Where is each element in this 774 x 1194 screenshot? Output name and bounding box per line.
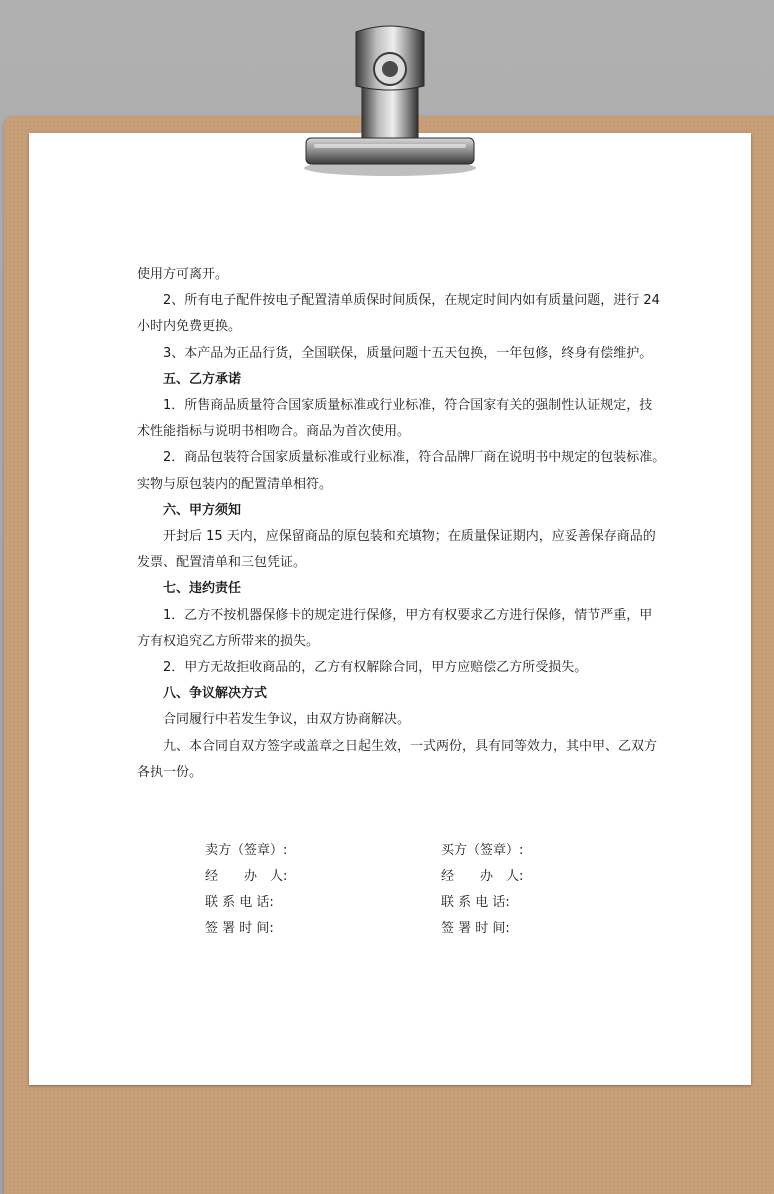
contract-paragraph: 3、本产品为正品行货，全国联保，质量问题十五天包换，一年包修，终身有偿维护。 — [163, 345, 653, 361]
contract-paragraph: 1．所售商品质量符合国家质量标准或行业标准，符合国家有关的强制性认证规定，技 — [163, 398, 653, 414]
buyer-signature-line: 买方（签章）: — [441, 843, 524, 858]
contract-paragraph: 小时内免费更换。 — [137, 319, 242, 335]
seller-signature-line: 经 办 人: — [205, 869, 288, 884]
contract-paragraph: 各执一份。 — [137, 764, 203, 780]
binder-clip-icon — [300, 24, 480, 184]
buyer-signature-line: 经 办 人: — [441, 869, 524, 884]
seller-signature-line: 卖方（签章）: — [205, 843, 288, 858]
contract-body — [137, 262, 666, 786]
contract-paragraph: 方有权追究乙方所带来的损失。 — [137, 633, 320, 649]
contract-paragraph: 术性能指标与说明书相吻合。商品为首次使用。 — [137, 424, 411, 440]
contract-paragraph: 发票、配置清单和三包凭证。 — [137, 555, 307, 571]
seller-signature-line: 联 系 电 话: — [205, 895, 274, 910]
buyer-signature-block — [441, 838, 523, 942]
seller-signature-line: 签 署 时 间: — [205, 921, 274, 936]
buyer-signature-line: 联 系 电 话: — [441, 895, 510, 910]
section-heading: 六、甲方须知 — [163, 502, 242, 518]
section-heading: 七、违约责任 — [163, 581, 242, 597]
contract-paragraph: 九、本合同自双方签字或盖章之日起生效，一式两份，具有同等效力，其中甲、乙双方 — [163, 738, 658, 754]
contract-paragraph: 2．商品包装符合国家质量标准或行业标准，符合品牌厂商在说明书中规定的包装标准。 — [163, 450, 666, 466]
section-heading: 五、乙方承诺 — [163, 371, 242, 387]
section-heading: 八、争议解决方式 — [163, 686, 268, 702]
contract-paragraph: 开封后 15 天内，应保留商品的原包装和充填物；在质量保证期内，应妥善保存商品的 — [163, 529, 656, 545]
seller-signature-block — [205, 838, 287, 942]
contract-paragraph: 合同履行中若发生争议，由双方协商解决。 — [163, 712, 411, 728]
contract-paragraph: 2．甲方无故拒收商品的，乙方有权解除合同，甲方应赔偿乙方所受损失。 — [163, 660, 588, 676]
contract-paragraph: 使用方可离开。 — [137, 267, 229, 282]
contract-paragraph: 1．乙方不按机器保修卡的规定进行保修，甲方有权要求乙方进行保修，情节严重，甲 — [163, 607, 653, 623]
contract-paragraph: 2、所有电子配件按电子配置清单质保时间质保，在规定时间内如有质量问题，进行 24 — [163, 293, 660, 309]
buyer-signature-line: 签 署 时 间: — [441, 921, 510, 936]
contract-paragraph: 实物与原包装内的配置清单相符。 — [137, 476, 333, 492]
